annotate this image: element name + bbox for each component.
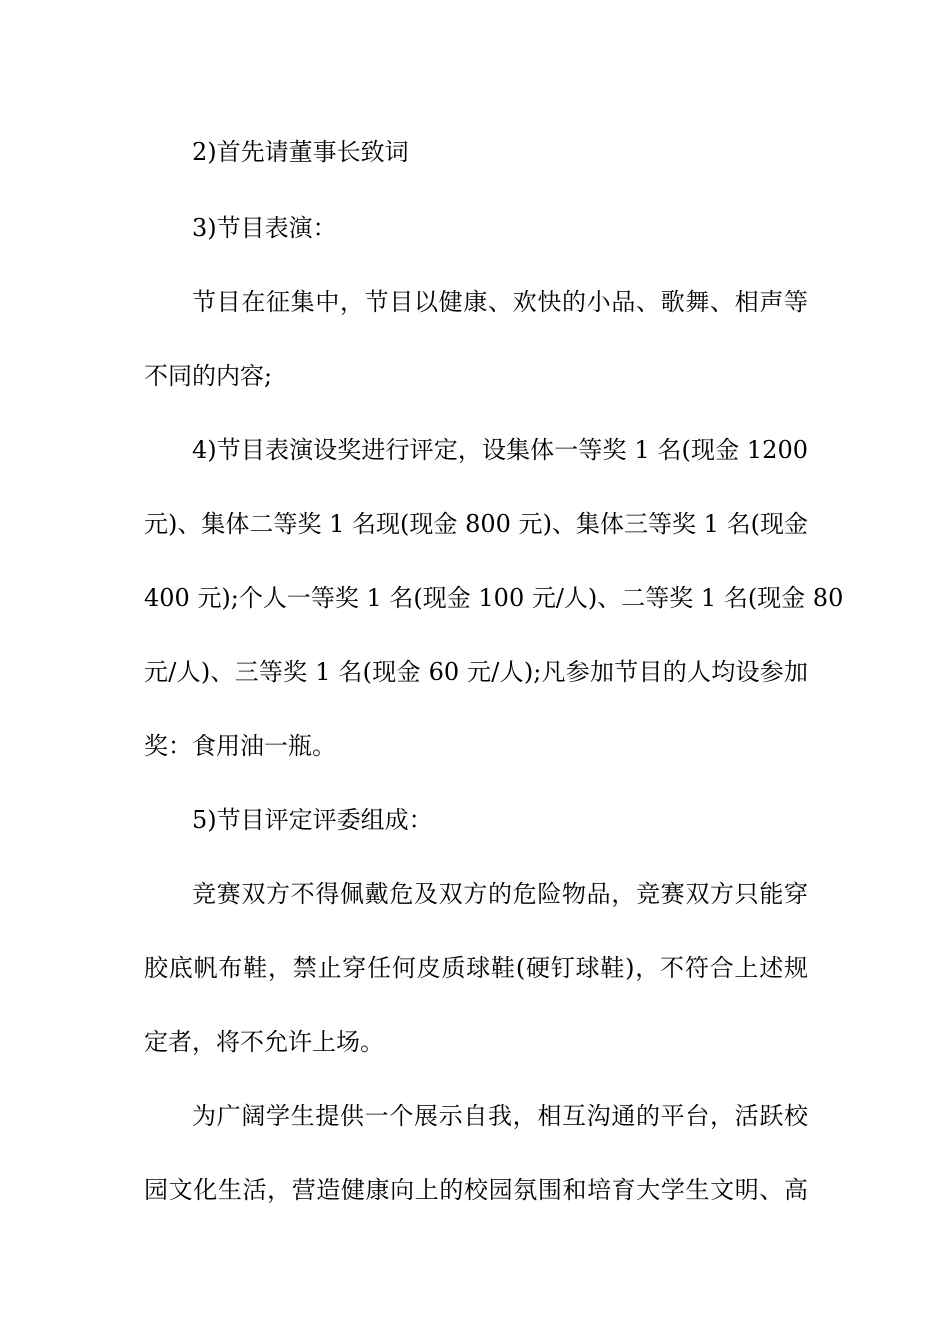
paragraph-line: 胶底帆布鞋，禁止穿任何皮质球鞋(硬钉球鞋)，不符合上述规 bbox=[144, 954, 808, 982]
paragraph-line: 奖：食用油一瓶。 bbox=[144, 732, 336, 760]
paragraph-line: 元/人)、三等奖 1 名(现金 60 元/人);凡参加节目的人均设参加 bbox=[144, 658, 808, 686]
paragraph-line: 3)节目表演： bbox=[192, 214, 337, 242]
paragraph-line: 竞赛双方不得佩戴危及双方的危险物品，竞赛双方只能穿 bbox=[192, 880, 808, 908]
paragraph-line: 定者，将不允许上场。 bbox=[144, 1028, 384, 1056]
paragraph-line: 4)节目表演设奖进行评定，设集体一等奖 1 名(现金 1200 bbox=[192, 436, 808, 464]
paragraph-line: 2)首先请董事长致词 bbox=[192, 138, 409, 166]
paragraph-line: 元)、集体二等奖 1 名现(现金 800 元)、集体三等奖 1 名(现金 bbox=[144, 510, 808, 538]
paragraph-line: 400 元);个人一等奖 1 名(现金 100 元/人)、二等奖 1 名(现金 80 bbox=[144, 584, 844, 612]
paragraph-line: 为广阔学生提供一个展示自我，相互沟通的平台，活跃校 bbox=[192, 1102, 808, 1130]
paragraph-line: 节目在征集中，节目以健康、欢快的小品、歌舞、相声等 bbox=[192, 288, 808, 316]
paragraph-line: 5)节目评定评委组成： bbox=[192, 806, 433, 834]
paragraph-line: 不同的内容; bbox=[144, 362, 273, 390]
paragraph-line: 园文化生活，营造健康向上的校园氛围和培育大学生文明、高 bbox=[144, 1176, 808, 1204]
